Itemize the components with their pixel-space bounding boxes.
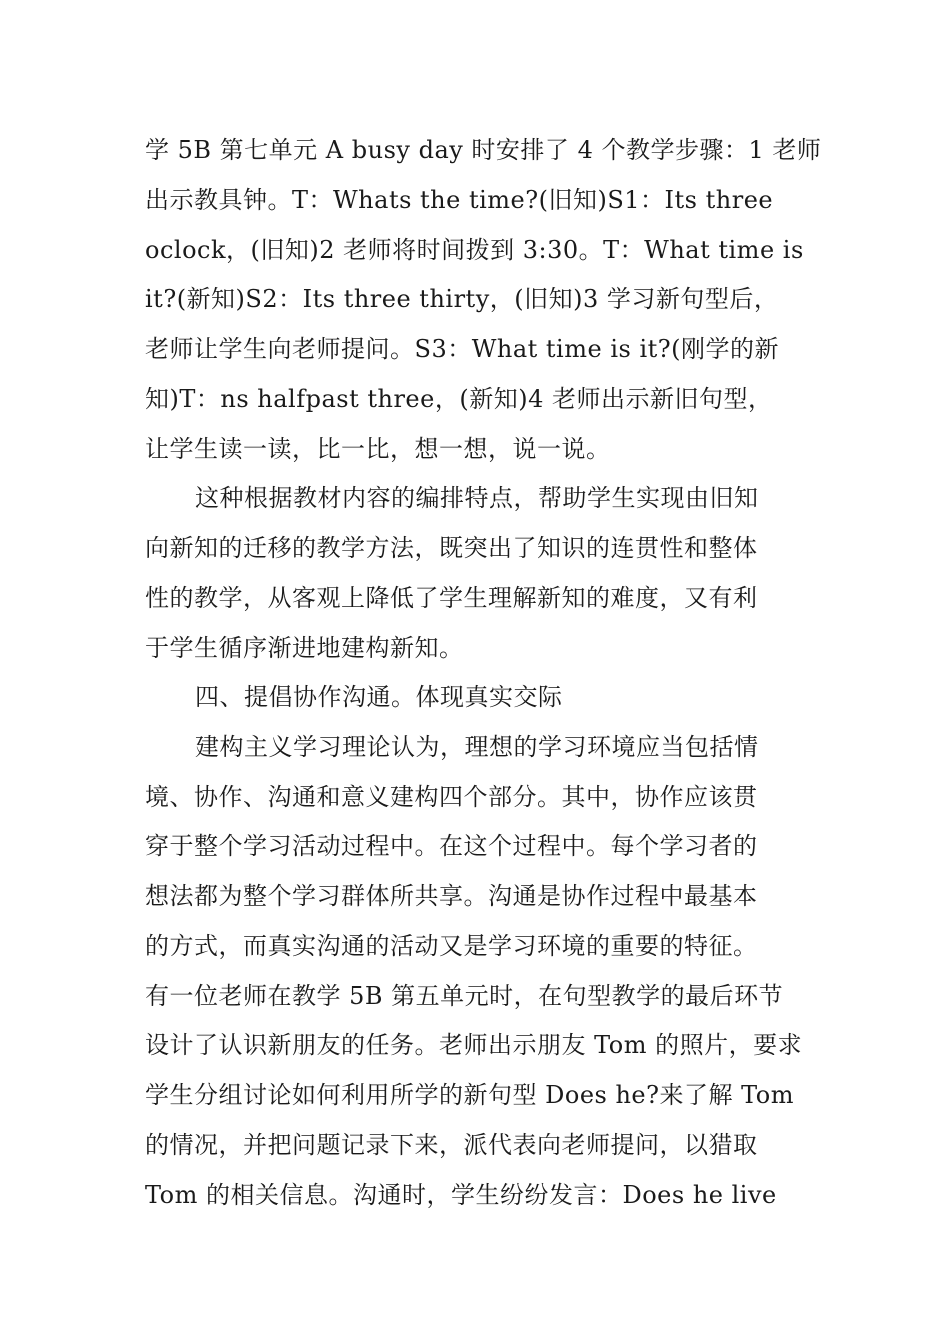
text-line: oclock，(旧知)2 老师将时间拨到 3:30。T：What time is xyxy=(145,236,804,264)
paragraph-first-line: 这种根据教材内容的编排特点，帮助学生实现由旧知 xyxy=(195,484,759,512)
text-line: 穿于整个学习活动过程中。在这个过程中。每个学习者的 xyxy=(145,832,758,860)
text-line: 学 5B 第七单元 A busy day 时安排了 4 个教学步骤：1 老师 xyxy=(145,136,822,164)
text-line: 于学生循序渐进地建构新知。 xyxy=(145,634,464,662)
text-line: 的情况，并把问题记录下来，派代表向老师提问，以猎取 xyxy=(145,1131,758,1159)
text-line: 向新知的迁移的教学方法，既突出了知识的连贯性和整体 xyxy=(145,534,758,562)
text-line: 让学生读一读，比一比，想一想，说一说。 xyxy=(145,435,611,463)
text-line: Tom 的相关信息。沟通时，学生纷纷发言：Does he live xyxy=(145,1181,777,1209)
text-line: 想法都为整个学习群体所共享。沟通是协作过程中最基本 xyxy=(145,882,758,910)
text-line: 学生分组讨论如何利用所学的新句型 Does he?来了解 Tom xyxy=(145,1081,794,1109)
text-line: 知)T：ns halfpast three，(新知)4 老师出示新旧句型， xyxy=(145,385,773,413)
text-line: 的方式，而真实沟通的活动又是学习环境的重要的特征。 xyxy=(145,932,758,960)
text-line: 境、协作、沟通和意义建构四个部分。其中，协作应该贯 xyxy=(145,783,758,811)
text-line: 出示教具钟。T：Whats the time?(旧知)S1：Its three xyxy=(145,186,774,214)
paragraph-first-line: 建构主义学习理论认为，理想的学习环境应当包括情 xyxy=(195,733,759,761)
text-line: it?(新知)S2：Its three thirty，(旧知)3 学习新句型后， xyxy=(145,285,779,313)
text-line: 有一位老师在教学 5B 第五单元时，在句型教学的最后环节 xyxy=(145,982,784,1010)
text-line: 性的教学，从客观上降低了学生理解新知的难度，又有利 xyxy=(145,584,758,612)
text-line: 设计了认识新朋友的任务。老师出示朋友 Tom 的照片，要求 xyxy=(145,1031,803,1059)
text-line: 老师让学生向老师提问。S3：What time is it?(刚学的新 xyxy=(145,335,779,363)
section-heading: 四、提倡协作沟通。体现真实交际 xyxy=(195,683,563,711)
